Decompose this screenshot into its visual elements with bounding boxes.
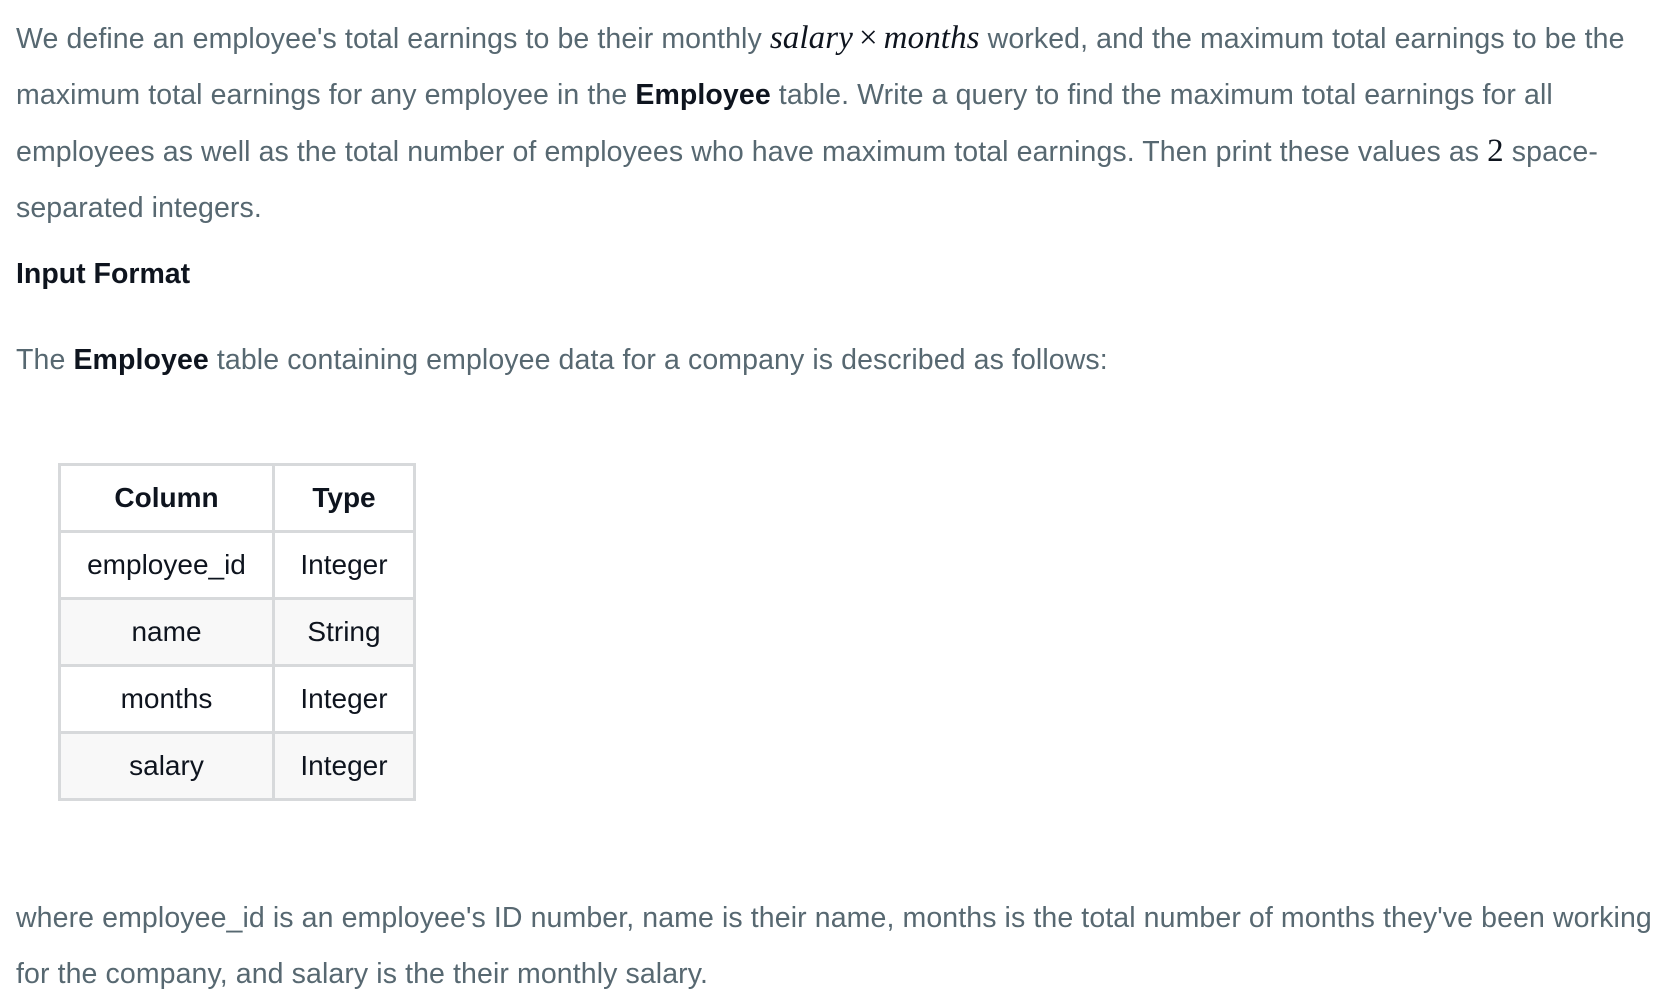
math-two: 2 bbox=[1487, 133, 1504, 169]
table-cell-type: String bbox=[274, 599, 415, 666]
table-cell-type: Integer bbox=[274, 532, 415, 599]
table-cell-column: employee_id bbox=[60, 532, 274, 599]
table-cell-type: Integer bbox=[274, 666, 415, 733]
column-explanation: where employee_id is an employee's ID number, name is their name, months is the total number of months they've been working for the company, and salary is the their monthly salary. bbox=[16, 902, 1652, 990]
table-row bbox=[60, 733, 415, 800]
employee-table-name: Employee bbox=[635, 79, 771, 111]
math-months: months bbox=[883, 20, 980, 56]
description-part-2: worked, and the maximum total earnings to be the maximum total earnings for any employee in the bbox=[16, 23, 1625, 111]
math-times: × bbox=[858, 20, 878, 56]
input-format-heading: Input Format bbox=[16, 258, 191, 290]
table-cell-type: Integer bbox=[274, 733, 415, 800]
table-cell-column: salary bbox=[60, 733, 274, 800]
column-header: Column bbox=[60, 465, 274, 532]
table-row bbox=[60, 666, 415, 733]
math-salary: salary bbox=[769, 20, 853, 56]
table-cell-column: months bbox=[60, 666, 274, 733]
description-part-1: We define an employee's total earnings to be their monthly bbox=[16, 23, 770, 55]
table-row bbox=[60, 532, 415, 599]
type-header: Type bbox=[274, 465, 415, 532]
input-desc-part-2: table containing employee data for a company is described as follows: bbox=[208, 344, 1108, 376]
problem-statement bbox=[16, 10, 1676, 236]
table-row bbox=[60, 599, 415, 666]
problem-description bbox=[16, 10, 1676, 236]
input-desc-part-1: The bbox=[16, 344, 74, 376]
input-format-description bbox=[16, 332, 1108, 388]
input-desc-employee: Employee bbox=[73, 344, 209, 376]
table-cell-column: name bbox=[60, 599, 274, 666]
description-part-3: table. Write a query to find the maximum total earnings for all employees as well as the total number of employees who have maximum total earnings. Then print these values as bbox=[16, 79, 1553, 168]
table-header-row bbox=[60, 465, 415, 532]
employee-schema-table-wrapper bbox=[58, 463, 416, 801]
description-part-4: space-separated integers. bbox=[16, 136, 1598, 224]
employee-schema-table bbox=[58, 463, 416, 801]
